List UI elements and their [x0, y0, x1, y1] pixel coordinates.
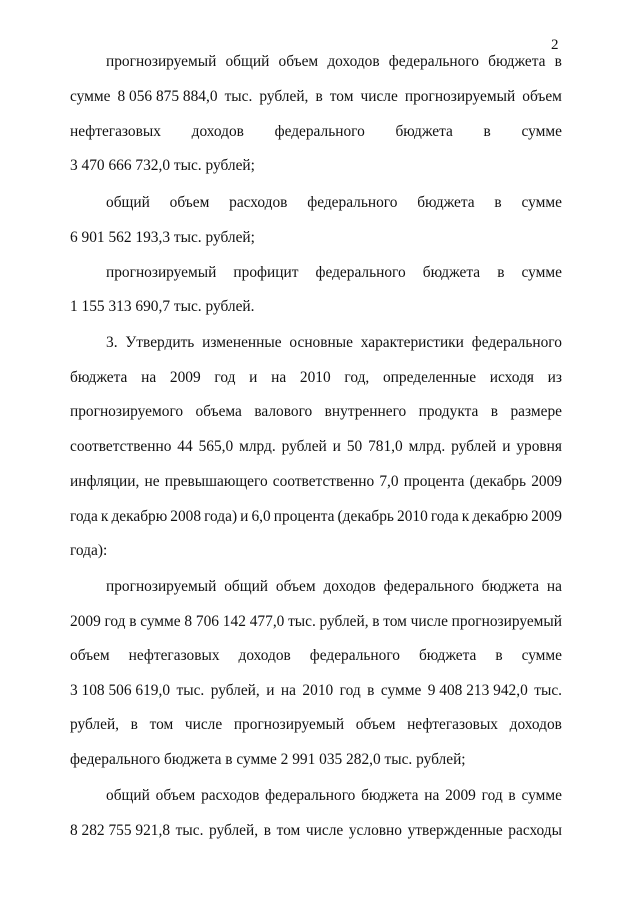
text-word: рублей	[281, 438, 327, 455]
text-word: млрд.	[239, 438, 276, 455]
text-word: расходов	[229, 194, 288, 211]
text-line: 1 155 313 690,7 тыс. рублей.	[70, 298, 255, 315]
text-line	[70, 368, 562, 388]
text-word: в	[494, 194, 502, 211]
text-word: 2010	[397, 508, 428, 525]
text-word: в	[554, 53, 562, 70]
text-word: объем	[278, 53, 319, 70]
text-line	[70, 715, 562, 735]
text-word: уровня	[516, 438, 562, 455]
text-word: прогнозируемый	[106, 264, 217, 281]
text-word: года	[70, 508, 98, 525]
text-word: рублей,	[259, 88, 309, 105]
text-word: утвержденные	[407, 822, 503, 839]
text-word: прогнозируемый	[233, 716, 345, 733]
text-word: Утвердить	[125, 334, 195, 351]
text-word: соответственно	[70, 438, 172, 455]
text-word: 8 056 875 884,0	[117, 88, 218, 105]
text-word: нефтегазовых	[128, 647, 220, 664]
text-word: в	[372, 613, 380, 630]
text-word: процента	[273, 508, 335, 525]
text-word: к	[100, 508, 109, 525]
text-word: 2010	[302, 682, 334, 699]
text-word: бюджета	[488, 53, 546, 70]
text-word: превышающего	[164, 473, 268, 490]
text-word: соответственно	[272, 473, 375, 490]
text-line	[70, 402, 562, 422]
text-word: тыс.	[176, 682, 205, 699]
text-line	[70, 612, 562, 632]
text-word: 9 408 213 942,0	[427, 682, 528, 699]
text-word: на	[280, 682, 296, 699]
text-word: сумме	[521, 787, 562, 804]
text-word: измененные	[202, 334, 282, 351]
text-word: декабрю	[472, 508, 529, 525]
text-word: числе	[360, 88, 398, 105]
text-word: размере	[510, 403, 562, 420]
text-word: сумме	[70, 88, 111, 105]
text-word: валового	[254, 403, 313, 420]
text-word: 50	[346, 438, 363, 455]
text-word: на	[424, 787, 440, 804]
text-word: и	[240, 508, 249, 525]
text-word: (декабрь	[469, 473, 527, 490]
text-word: федерального	[383, 578, 474, 595]
text-word: характеристики	[360, 334, 464, 351]
text-word: в	[508, 787, 516, 804]
text-line: федерального бюджета в сумме 2 991 035 282,0 тыс. рублей;	[70, 751, 466, 768]
text-word: год	[214, 369, 236, 386]
text-word: общий	[225, 53, 270, 70]
text-word: сумме	[380, 682, 422, 699]
text-word: и	[502, 438, 511, 455]
text-line	[106, 577, 562, 597]
text-word: 2010	[299, 369, 331, 386]
text-word: расходов	[201, 787, 260, 804]
text-line	[70, 821, 562, 841]
text-word: 2009	[531, 508, 562, 525]
text-word: 2008	[170, 508, 202, 525]
text-word: числе	[410, 613, 448, 630]
text-word: инфляции,	[70, 473, 140, 490]
text-word: бюджета	[70, 369, 128, 386]
text-word: том	[276, 822, 301, 839]
text-word: 2009	[445, 787, 476, 804]
text-word: в	[129, 613, 137, 630]
text-word: рублей,	[70, 716, 120, 733]
text-word: тыс.	[224, 88, 253, 105]
text-word: бюджета	[361, 787, 419, 804]
text-line	[106, 52, 562, 72]
text-word: 781,0	[368, 438, 403, 455]
text-word: 565,0	[198, 438, 234, 455]
text-word: декабрю	[111, 508, 168, 525]
text-word: федерального	[309, 647, 400, 664]
text-word: и	[249, 369, 258, 386]
text-word: условно	[348, 822, 402, 839]
text-word: прогнозируемый	[451, 613, 562, 630]
text-word: 2009	[531, 473, 562, 490]
text-word: объем	[355, 716, 396, 733]
text-word: год,	[344, 369, 370, 386]
text-word: нефтегазовых	[407, 716, 498, 733]
text-word: общий	[106, 194, 150, 211]
text-word: объем	[155, 787, 196, 804]
text-word: в	[367, 682, 375, 699]
text-word: объем	[169, 194, 210, 211]
text-word: числе	[305, 822, 344, 839]
text-word: внутреннего	[324, 403, 407, 420]
text-word: 7,0	[379, 473, 399, 490]
text-word: тыс.	[534, 682, 562, 699]
text-word: год	[481, 787, 503, 804]
text-word: бюджета	[481, 578, 540, 595]
text-word: 2009	[70, 613, 101, 630]
text-line	[70, 87, 562, 107]
text-word: бюджета	[417, 194, 475, 211]
text-word: объем	[70, 647, 110, 664]
text-word: в	[315, 88, 323, 105]
text-line	[106, 193, 562, 213]
text-word: бюджета	[422, 264, 481, 281]
text-word: на	[546, 578, 562, 595]
text-word: 8 706 142 477,0	[184, 613, 285, 630]
text-word: общий	[224, 578, 269, 595]
text-word: тыс.	[288, 613, 316, 630]
text-line	[70, 437, 562, 457]
text-word: прогнозируемый	[106, 578, 217, 595]
text-word: в	[263, 822, 271, 839]
text-word: (декабрь	[337, 508, 394, 525]
text-word: на	[271, 369, 287, 386]
text-word: 3.	[106, 334, 118, 351]
text-word: доходов	[327, 53, 380, 70]
text-word: года	[430, 508, 459, 525]
text-word: том	[383, 613, 407, 630]
text-word: числе	[184, 716, 223, 733]
text-word: федерального	[265, 787, 356, 804]
text-line: года):	[70, 542, 108, 559]
text-word: бюджета	[418, 647, 477, 664]
text-word: объем	[522, 88, 562, 105]
page-number: 2	[551, 37, 559, 53]
text-word: рублей,	[319, 613, 369, 630]
text-line: 3 470 666 732,0 тыс. рублей;	[70, 157, 255, 174]
text-word: из	[547, 369, 562, 386]
text-word: в	[490, 403, 499, 420]
text-word: в	[130, 716, 138, 733]
text-word: и	[332, 438, 341, 455]
text-line	[70, 507, 562, 527]
text-word: бюджета	[395, 123, 453, 140]
text-word: год	[339, 682, 361, 699]
text-word: рублей	[451, 438, 497, 455]
text-line	[70, 646, 562, 666]
text-line	[106, 786, 562, 806]
text-word: 6,0	[251, 508, 271, 525]
text-word: прогнозируемый	[106, 53, 217, 70]
text-word: сумме	[140, 613, 181, 630]
text-word: 8 282 755 921,8	[70, 822, 171, 839]
text-word: нефтегазовых	[70, 123, 161, 140]
text-word: в	[495, 647, 503, 664]
text-line	[70, 122, 562, 142]
text-word: определенные	[382, 369, 477, 386]
text-line	[70, 472, 562, 492]
text-word: сумме	[521, 647, 562, 664]
text-line: 6 901 562 193,3 тыс. рублей;	[70, 229, 255, 246]
text-word: исходя	[489, 369, 534, 386]
text-word: сумме	[521, 123, 562, 140]
text-word: федерального	[388, 53, 479, 70]
text-word: сумме	[521, 264, 562, 281]
text-word: федерального	[471, 334, 562, 351]
text-word: в	[497, 264, 505, 281]
text-line	[70, 681, 562, 701]
text-word: том	[149, 716, 174, 733]
text-word: процента	[403, 473, 465, 490]
text-word: доходов	[238, 647, 291, 664]
text-word: расходы	[508, 822, 562, 839]
text-word: профицит	[233, 264, 299, 281]
text-word: рублей,	[210, 682, 260, 699]
text-word: 3 108 506 619,0	[70, 682, 171, 699]
text-word: том	[329, 88, 354, 105]
text-word: прогнозируемый	[404, 88, 516, 105]
text-line	[106, 263, 562, 283]
text-word: на	[141, 369, 157, 386]
text-word: продукта	[418, 403, 479, 420]
text-word: основные	[289, 334, 353, 351]
text-word: федерального	[307, 194, 398, 211]
text-word: 2009	[169, 369, 201, 386]
text-word: объема	[195, 403, 242, 420]
text-word: млрд.	[408, 438, 446, 455]
text-line	[106, 333, 562, 353]
text-word: прогнозируемого	[70, 403, 184, 420]
text-word: рублей,	[209, 822, 259, 839]
text-word: доходов	[323, 578, 376, 595]
text-word: объем	[275, 578, 316, 595]
text-word: и	[266, 682, 275, 699]
text-word: федерального	[315, 264, 406, 281]
text-word: в	[483, 123, 491, 140]
text-word: доходов	[509, 716, 562, 733]
text-word: не	[144, 473, 160, 490]
text-word: тыс.	[175, 822, 204, 839]
text-word: доходов	[191, 123, 244, 140]
text-word: года)	[204, 508, 238, 525]
text-word: федерального	[274, 123, 365, 140]
text-word: 44	[177, 438, 193, 455]
text-word: к	[461, 508, 470, 525]
text-word: год	[104, 613, 126, 630]
text-word: общий	[106, 787, 150, 804]
text-word: сумме	[521, 194, 562, 211]
